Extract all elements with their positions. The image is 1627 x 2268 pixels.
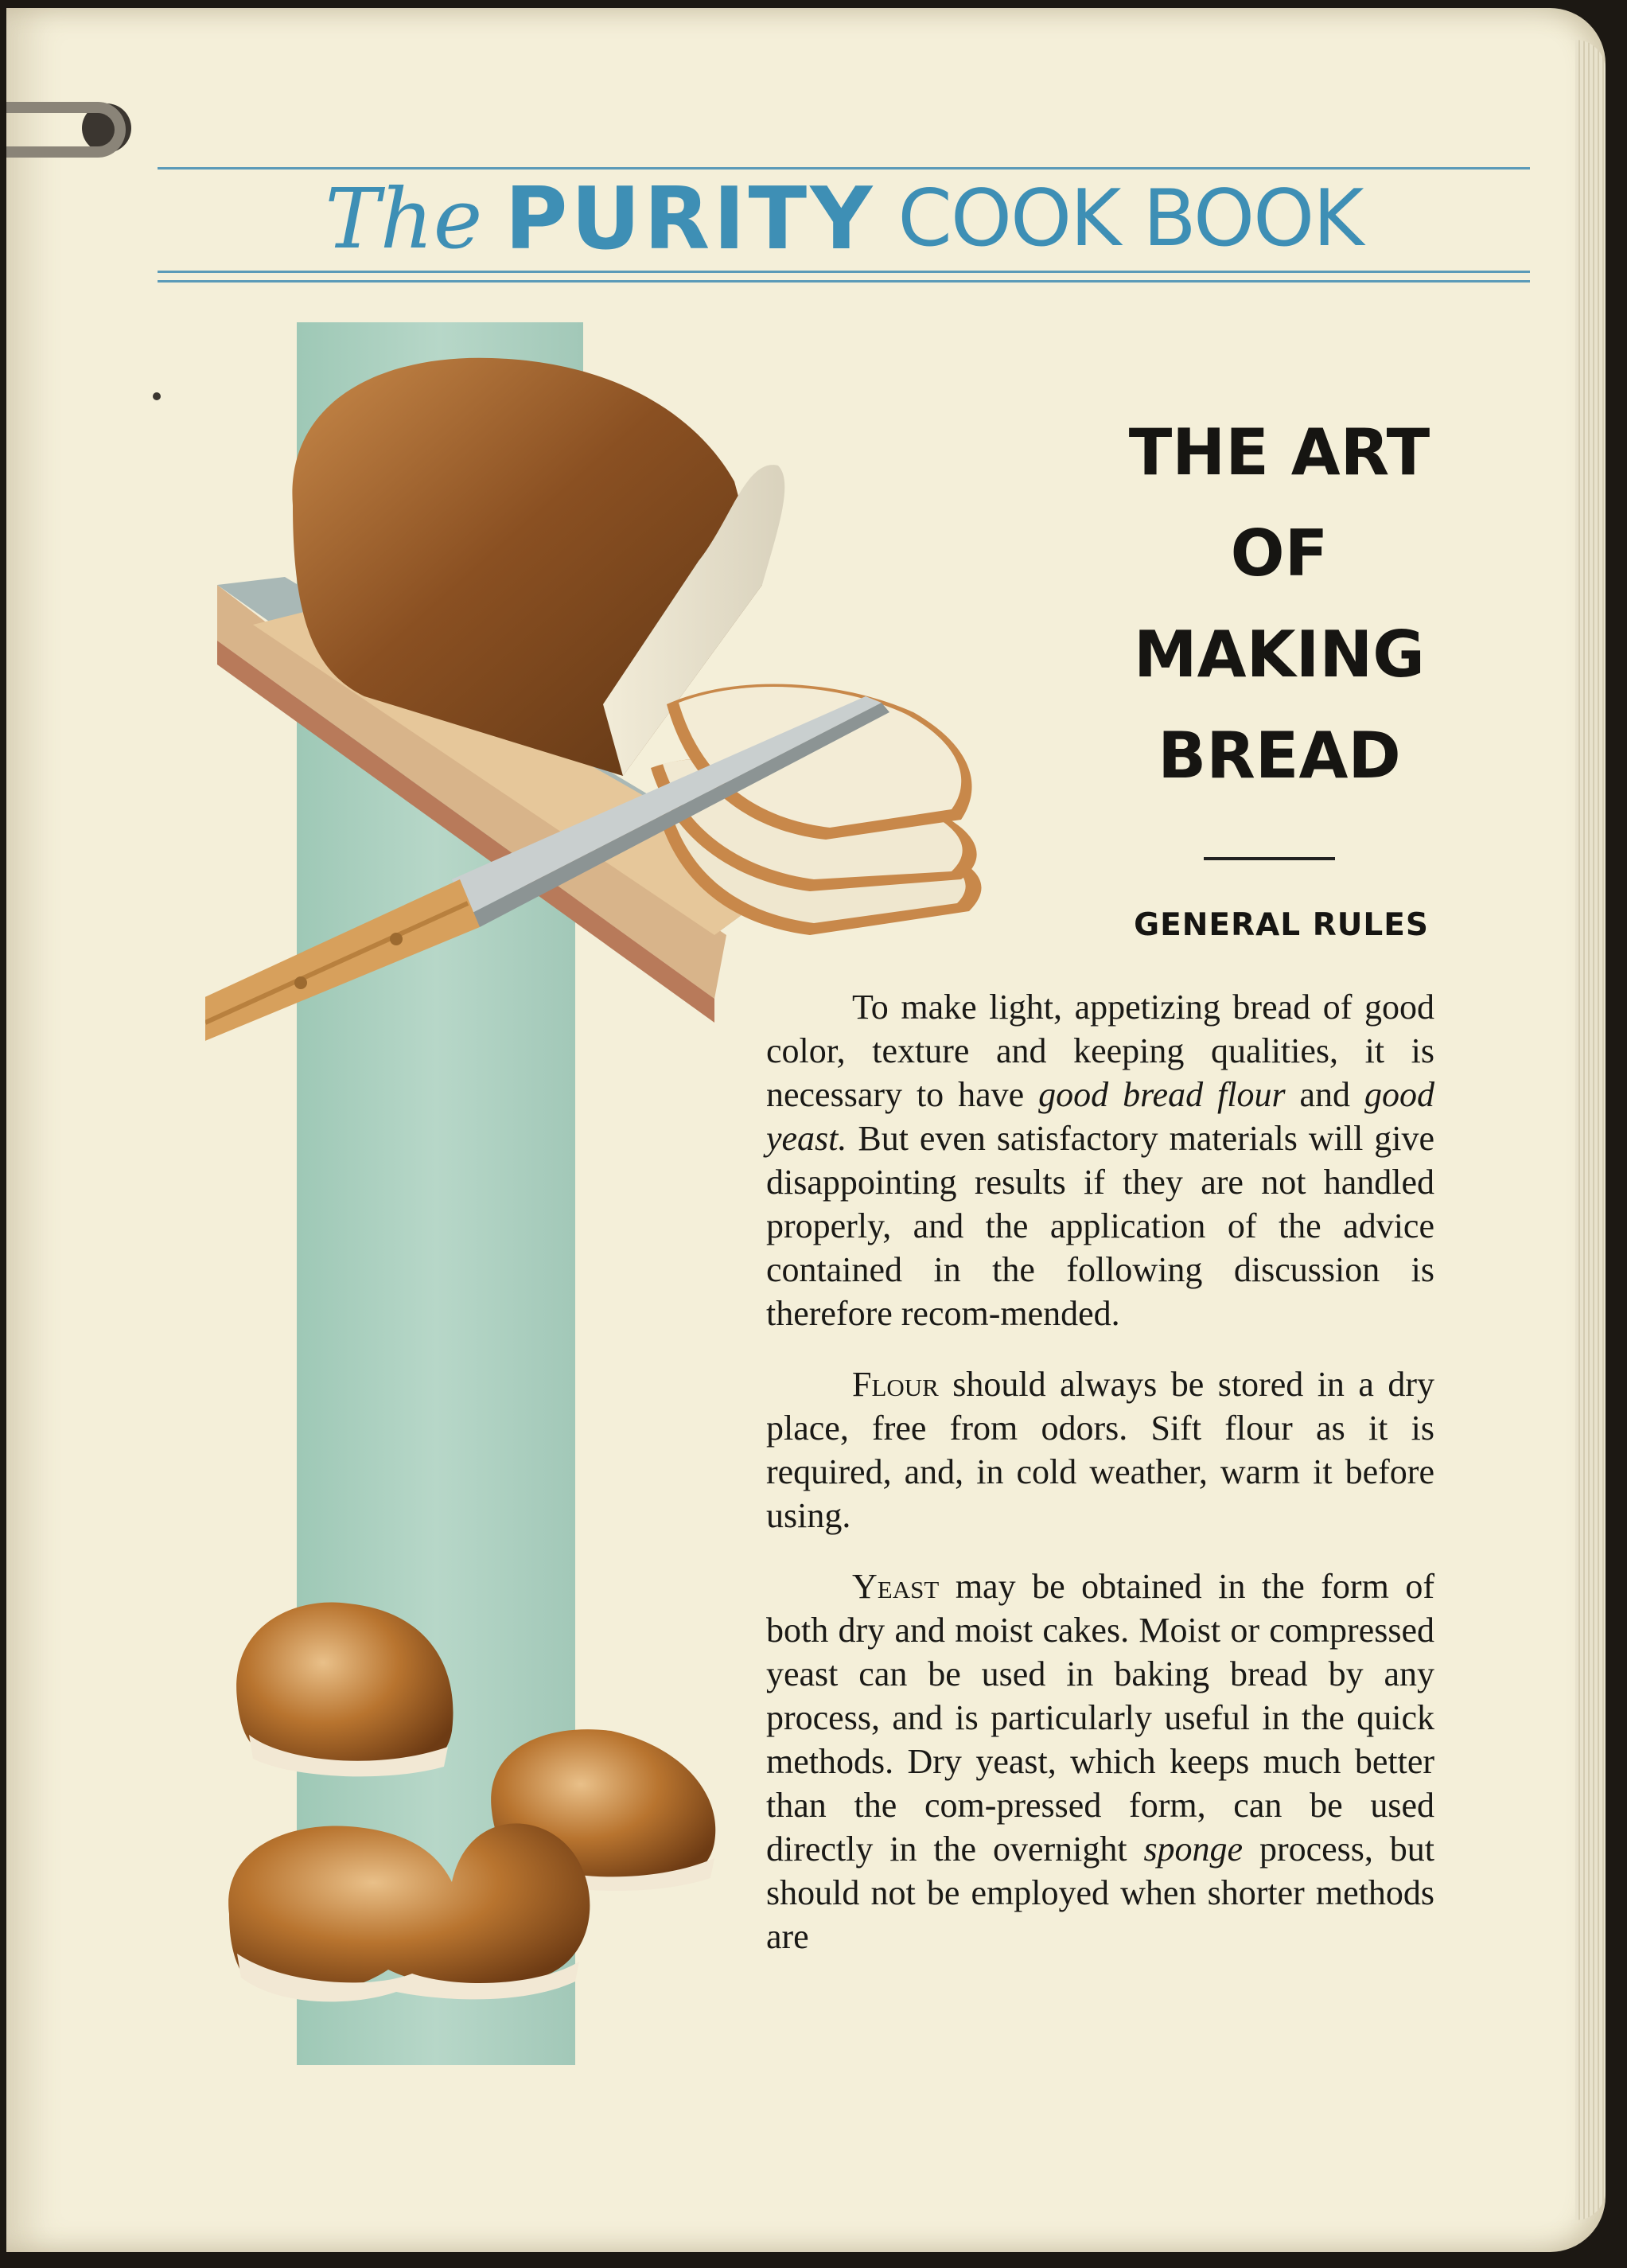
- title-line-3: MAKING: [1134, 618, 1425, 692]
- text-span: should always be stored in a dry place, free from odors. Sift flour as it is required, and, in cold weather, warm it before using.: [766, 1365, 1434, 1535]
- article-title: [1072, 402, 1486, 806]
- small-caps-lead: Yeast: [852, 1567, 940, 1606]
- body-text: [766, 985, 1434, 1985]
- book-page: [6, 8, 1606, 2252]
- paragraph-yeast: [766, 1565, 1434, 1958]
- title-line-4: BREAD: [1158, 719, 1401, 793]
- header-rule-bottom-2: [158, 280, 1530, 283]
- text-span: and: [1285, 1075, 1364, 1114]
- text-span: But even satisfactory materials will give disappointing results if they are not handled properly, and the application of the advice contained in the following discussion is therefore recom-mended.: [766, 1119, 1434, 1333]
- ink-dot: [153, 392, 161, 400]
- title-line-2: OF: [1230, 516, 1329, 590]
- italic-span: sponge: [1143, 1830, 1244, 1869]
- title-divider: [1204, 857, 1335, 860]
- paragraph-flour: [766, 1362, 1434, 1537]
- book-header: [158, 171, 1530, 267]
- page-edges: [1575, 40, 1606, 2220]
- italic-span: good yeast.: [766, 1075, 1434, 1158]
- header-cookbook: COOK BOOK: [897, 173, 1363, 264]
- italic-span: good bread flour: [1038, 1075, 1286, 1114]
- section-heading: GENERAL RULES: [1134, 907, 1429, 943]
- text-span: may be obtained in the form of both dry and moist cakes. Moist or compressed yeast can be used in baking bread by any process, and is particularly useful in the quick methods. Dry yeast, which keeps much better than the com-pressed form, can be used directly in the overnight: [766, 1567, 1434, 1869]
- roll-3: [228, 1823, 590, 1993]
- small-caps-lead: Flour: [852, 1365, 939, 1404]
- header-rule-bottom: [158, 271, 1530, 273]
- paragraph-intro: [766, 985, 1434, 1335]
- header-the: The: [325, 170, 483, 267]
- binding-string: [6, 102, 126, 158]
- text-span: To make light, appetizing bread of good color, texture and keeping qualities, it is necessary to have: [766, 988, 1434, 1114]
- text-span: process, but should not be employed when shorter methods are: [766, 1830, 1434, 1956]
- title-line-1: THE ART: [1128, 415, 1430, 489]
- header-purity: PURITY: [504, 169, 876, 269]
